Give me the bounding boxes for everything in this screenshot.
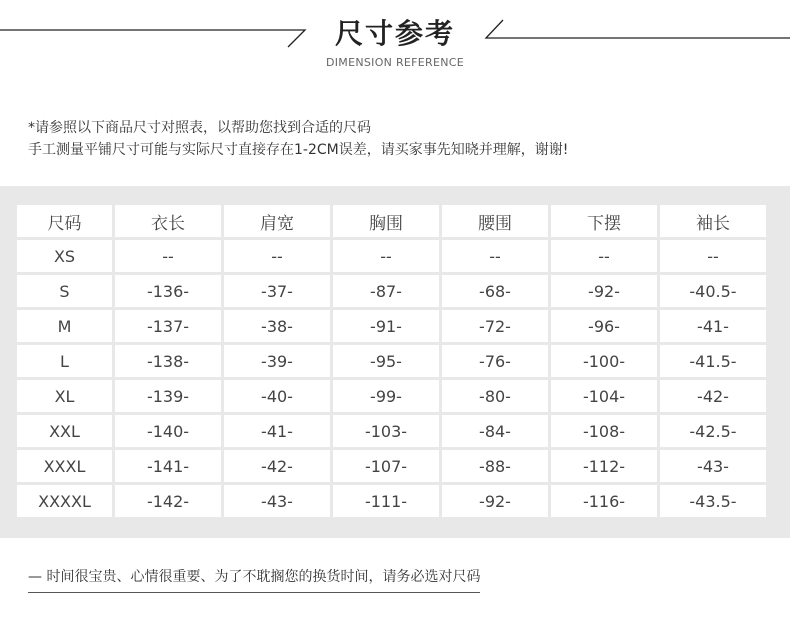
table-cell: -37- bbox=[224, 275, 330, 307]
header-cell: 尺码 bbox=[17, 205, 112, 237]
size-cell: M bbox=[17, 310, 112, 342]
table-row bbox=[17, 415, 766, 447]
size-cell: XS bbox=[17, 240, 112, 272]
table-cell: -108- bbox=[551, 415, 657, 447]
table-header-row bbox=[17, 205, 766, 237]
notes bbox=[28, 117, 568, 161]
header-cell: 袖长 bbox=[660, 205, 766, 237]
table-cell: -96- bbox=[551, 310, 657, 342]
table-cell: -43.5- bbox=[660, 485, 766, 517]
size-cell: XL bbox=[17, 380, 112, 412]
table-cell: -72- bbox=[442, 310, 548, 342]
size-cell: XXL bbox=[17, 415, 112, 447]
table-cell: -41.5- bbox=[660, 345, 766, 377]
table-cell: -41- bbox=[224, 415, 330, 447]
note-line-1: *请参照以下商品尺寸对照表，以帮助您找到合适的尺码 bbox=[28, 120, 371, 136]
table-cell: -111- bbox=[333, 485, 439, 517]
table-cell: -88- bbox=[442, 450, 548, 482]
table-cell: -104- bbox=[551, 380, 657, 412]
table-cell: -39- bbox=[224, 345, 330, 377]
header-cell: 下摆 bbox=[551, 205, 657, 237]
table-cell: -43- bbox=[660, 450, 766, 482]
table-cell: -- bbox=[224, 240, 330, 272]
table-cell: -- bbox=[551, 240, 657, 272]
table-row bbox=[17, 380, 766, 412]
header-cell: 胸围 bbox=[333, 205, 439, 237]
table-cell: -40.5- bbox=[660, 275, 766, 307]
table-cell: -99- bbox=[333, 380, 439, 412]
table-row bbox=[17, 485, 766, 517]
table-cell: -84- bbox=[442, 415, 548, 447]
table-cell: -- bbox=[333, 240, 439, 272]
table-cell: -138- bbox=[115, 345, 221, 377]
table-cell: -103- bbox=[333, 415, 439, 447]
table-cell: -38- bbox=[224, 310, 330, 342]
table-cell: -136- bbox=[115, 275, 221, 307]
table-cell: -- bbox=[660, 240, 766, 272]
table-cell: -76- bbox=[442, 345, 548, 377]
page-subtitle: DIMENSION REFERENCE bbox=[325, 56, 465, 69]
header-cell: 衣长 bbox=[115, 205, 221, 237]
size-cell: L bbox=[17, 345, 112, 377]
table-cell: -92- bbox=[551, 275, 657, 307]
table-row bbox=[17, 345, 766, 377]
table-row bbox=[17, 450, 766, 482]
header bbox=[0, 0, 790, 80]
footer-note: — 时间很宝贵、心情很重要、为了不耽搁您的换货时间，请务必选对尺码 bbox=[28, 566, 480, 593]
table-cell: -87- bbox=[333, 275, 439, 307]
table-cell: -43- bbox=[224, 485, 330, 517]
size-table bbox=[14, 202, 769, 520]
table-cell: -91- bbox=[333, 310, 439, 342]
table-row bbox=[17, 310, 766, 342]
table-cell: -80- bbox=[442, 380, 548, 412]
size-table-band bbox=[0, 186, 790, 538]
table-cell: -107- bbox=[333, 450, 439, 482]
table-cell: -139- bbox=[115, 380, 221, 412]
table-cell: -92- bbox=[442, 485, 548, 517]
table-cell: -116- bbox=[551, 485, 657, 517]
table-cell: -140- bbox=[115, 415, 221, 447]
table-cell: -42.5- bbox=[660, 415, 766, 447]
table-row bbox=[17, 240, 766, 272]
table-cell: -95- bbox=[333, 345, 439, 377]
table-row bbox=[17, 275, 766, 307]
header-cell: 腰围 bbox=[442, 205, 548, 237]
table-cell: -40- bbox=[224, 380, 330, 412]
table-cell: -68- bbox=[442, 275, 548, 307]
size-cell: S bbox=[17, 275, 112, 307]
table-cell: -- bbox=[115, 240, 221, 272]
note-line-2: 手工测量平铺尺寸可能与实际尺寸直接存在1-2CM误差，请买家事先知晓并理解，谢谢! bbox=[28, 142, 569, 158]
size-cell: XXXXL bbox=[17, 485, 112, 517]
page-title: 尺寸参考 bbox=[334, 17, 455, 50]
size-cell: XXXL bbox=[17, 450, 112, 482]
table-cell: -112- bbox=[551, 450, 657, 482]
table-cell: -- bbox=[442, 240, 548, 272]
table-cell: -100- bbox=[551, 345, 657, 377]
table-cell: -41- bbox=[660, 310, 766, 342]
header-cell: 肩宽 bbox=[224, 205, 330, 237]
table-cell: -142- bbox=[115, 485, 221, 517]
table-cell: -42- bbox=[660, 380, 766, 412]
table-cell: -141- bbox=[115, 450, 221, 482]
table-cell: -137- bbox=[115, 310, 221, 342]
table-cell: -42- bbox=[224, 450, 330, 482]
